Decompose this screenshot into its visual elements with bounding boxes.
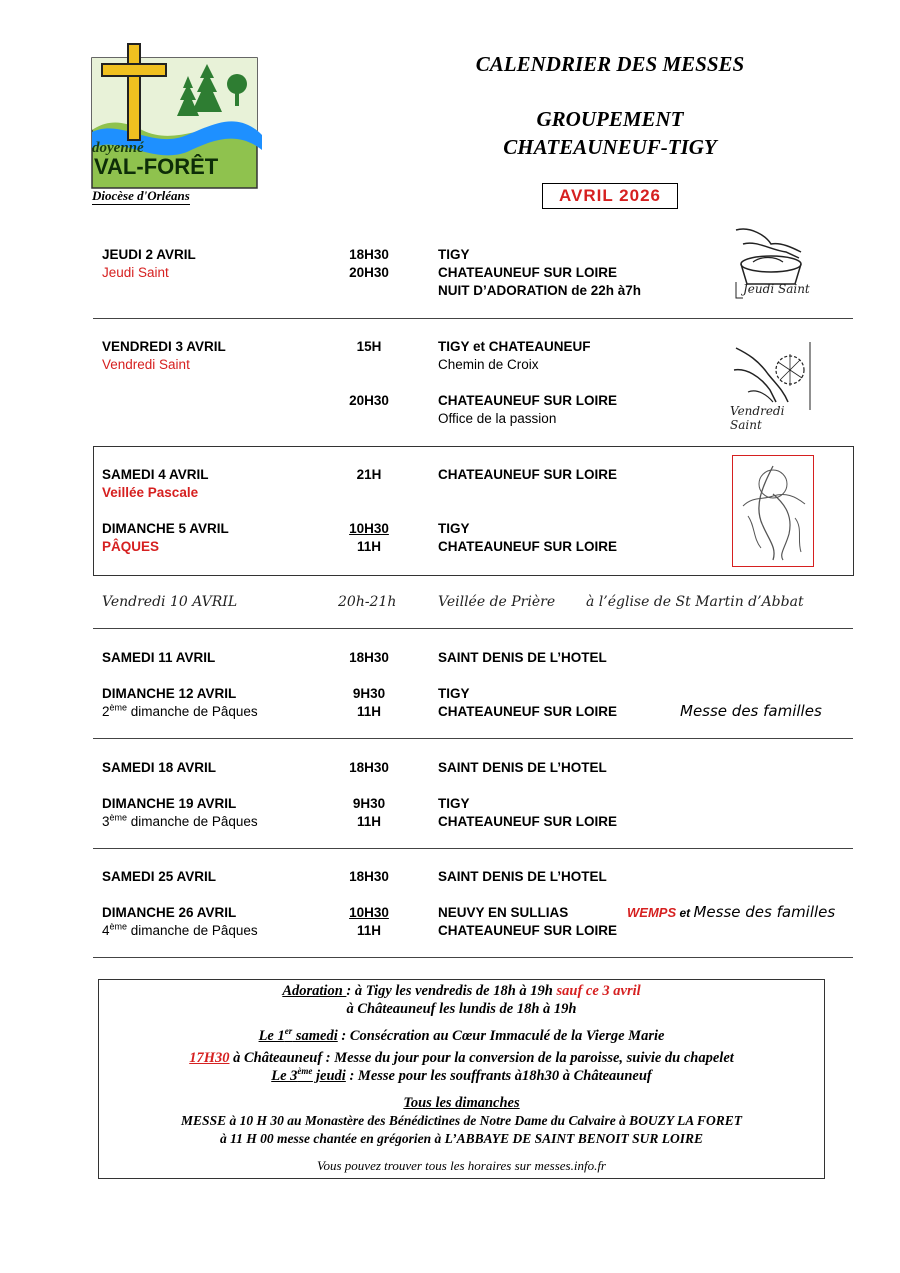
jeudi-saint-illustration: [731, 222, 811, 300]
third-thursday-label-text2: jeudi: [312, 1068, 346, 1084]
jeudi-feast: Jeudi Saint: [102, 265, 169, 280]
samedi4-date: SAMEDI 4 AVRIL: [102, 467, 209, 482]
third-thursday-label-text: Le 3: [271, 1068, 298, 1084]
logo-graphic: [82, 40, 272, 210]
logo-line1: doyenné: [92, 140, 144, 156]
sundays-line1: MESSE à 10 H 30 au Monastère des Bénédictines de Notre Dame du Calvaire à BOUZY LA FORET: [181, 1113, 742, 1128]
samedi11-place: SAINT DENIS DE L’HOTEL: [438, 650, 607, 665]
dimanche19-sub-text: dimanche de Pâques: [127, 814, 258, 829]
samedi11-time: 18H30: [349, 650, 389, 665]
jeudi-note: NUIT D’ADORATION de 22h à7h: [438, 283, 642, 298]
divider-3: [93, 738, 853, 739]
divider-1: [93, 318, 853, 319]
dimanche5-place2: CHATEAUNEUF SUR LOIRE: [438, 539, 618, 554]
vendredi10-location: à l’église de St Martin d’Abbat: [586, 594, 804, 610]
dimanche12-date: DIMANCHE 12 AVRIL: [102, 686, 237, 701]
dimanche26-place2: CHATEAUNEUF SUR LOIRE: [438, 923, 618, 938]
vendredi10-date: Vendredi 10 AVRIL: [102, 594, 238, 610]
logo-line2: VAL-FORÊT: [94, 154, 219, 179]
dimanche12-place1: TIGY: [438, 686, 470, 701]
vendredi-place1: TIGY et CHATEAUNEUF: [438, 339, 591, 354]
vendredi-time2: 20H30: [349, 393, 389, 408]
dimanche12-time1: 9H30: [352, 686, 386, 701]
vendredi10-time: 20h-21h: [338, 594, 397, 610]
first-saturday-label: [259, 1028, 338, 1044]
samedi25-time: 18H30: [349, 869, 389, 884]
samedi18-place: SAINT DENIS DE L’HOTEL: [438, 760, 607, 775]
jeudi-saint-caption: Jeudi Saint: [743, 282, 810, 296]
dimanche19-date: DIMANCHE 19 AVRIL: [102, 796, 237, 811]
samedi4-feast: Veillée Pascale: [102, 485, 199, 500]
dimanche19-place2: CHATEAUNEUF SUR LOIRE: [438, 814, 618, 829]
divider-2: [93, 628, 853, 629]
first-saturday-label-text2: samedi: [292, 1028, 338, 1044]
dimanche5-time2: 11H: [356, 539, 382, 554]
dimanche5-place1: TIGY: [438, 521, 470, 536]
dimanche12-sub: [102, 703, 258, 721]
wemps-label: WEMPS: [627, 905, 677, 920]
vendredi-place2: CHATEAUNEUF SUR LOIRE: [438, 393, 618, 408]
website-note: Vous pouvez trouver tous les horaires sur messes.info.fr: [316, 1158, 606, 1173]
sundays-title: Tous les dimanches: [403, 1095, 520, 1111]
dimanche26-ordinal-sup: ème: [109, 921, 128, 932]
dimanche26-place1: NEUVY EN SULLIAS: [438, 905, 569, 920]
jeudi-time2: 20H30: [349, 265, 389, 280]
first-saturday-line: [99, 1027, 824, 1045]
adoration-text: : à Tigy les vendredis de 18h à 19h: [346, 983, 557, 999]
dimanche19-place1: TIGY: [438, 796, 470, 811]
group-name-line2: CHATEAUNEUF-TIGY: [503, 135, 717, 159]
dimanche5-feast: PÂQUES: [102, 539, 160, 554]
dimanche19-ordinal-sup: ème: [109, 812, 128, 823]
samedi25-place: SAINT DENIS DE L’HOTEL: [438, 869, 607, 884]
vendredi-time1: 15H: [356, 339, 382, 354]
dimanche5-date: DIMANCHE 5 AVRIL: [102, 521, 229, 536]
third-thursday-text: : Messe pour les souffrants à18h30 à Châteauneuf: [345, 1068, 652, 1084]
dimanche12-ordinal-sup: ème: [109, 702, 128, 713]
logo-line3: Diocèse d'Orléans: [92, 188, 190, 203]
jeudi-date: JEUDI 2 AVRIL: [102, 247, 196, 262]
dimanche19-ordinal: 3: [102, 814, 110, 829]
samedi11-date: SAMEDI 11 AVRIL: [102, 650, 216, 665]
month-badge: AVRIL 2026: [542, 183, 678, 209]
dimanche12-place2: CHATEAUNEUF SUR LOIRE: [438, 704, 618, 719]
time-17h30: 17H30: [189, 1050, 230, 1066]
vendredi10-event: Veillée de Prière: [438, 594, 556, 610]
vendredi-date: VENDREDI 3 AVRIL: [102, 339, 226, 354]
page-title: CALENDRIER DES MESSES: [475, 52, 745, 76]
diocese-logo: [82, 40, 272, 210]
dimanche26-time2: 11H: [356, 923, 382, 938]
dimanche12-ordinal: 2: [102, 704, 110, 719]
samedi18-time: 18H30: [349, 760, 389, 775]
dimanche12-sub-text: dimanche de Pâques: [127, 704, 258, 719]
dimanche26-note: [627, 903, 835, 922]
dimanche19-time1: 9H30: [352, 796, 386, 811]
jeudi-place2: CHATEAUNEUF SUR LOIRE: [438, 265, 618, 280]
jeudi-place1: TIGY: [438, 247, 470, 262]
resurrection-illustration: [732, 455, 814, 567]
dimanche26-time1: 10H30: [349, 905, 389, 920]
adoration-line1: [99, 982, 824, 1000]
divider-4: [93, 848, 853, 849]
conversion-line: [99, 1049, 824, 1067]
samedi18-date: SAMEDI 18 AVRIL: [102, 760, 217, 775]
wemps-et: et: [676, 906, 694, 920]
dimanche26-date: DIMANCHE 26 AVRIL: [102, 905, 237, 920]
vendredi-desc2: Office de la passion: [438, 411, 557, 426]
conversion-text: à Châteauneuf : Messe du jour pour la conversion de la paroisse, suivie du chapelet: [229, 1050, 734, 1066]
first-saturday-label-text: Le 1: [258, 1028, 285, 1044]
group-name-line1: GROUPEMENT: [536, 107, 684, 131]
third-thursday-line: [99, 1067, 824, 1085]
divider-5: [93, 957, 853, 958]
samedi25-date: SAMEDI 25 AVRIL: [102, 869, 217, 884]
dimanche26-ordinal: 4: [102, 923, 110, 938]
dimanche26-sub-text: dimanche de Pâques: [127, 923, 258, 938]
sundays-line2: à 11 H 00 messe chantée en grégorien à L’ABBAYE DE SAINT BENOIT SUR LOIRE: [219, 1131, 704, 1146]
dimanche19-time2: 11H: [356, 814, 382, 829]
first-saturday-sup: er: [284, 1026, 293, 1037]
dimanche26-note-text: Messe des familles: [693, 903, 836, 921]
adoration-exception: sauf ce 3 avril: [556, 983, 641, 999]
vendredi-saint-illustration: [728, 340, 818, 432]
jeudi-time1: 18H30: [349, 247, 389, 262]
third-thursday-label: [271, 1068, 346, 1084]
vendredi-feast: Vendredi Saint: [102, 357, 190, 372]
third-thursday-sup: ème: [297, 1066, 313, 1077]
vendredi-saint-caption: Vendredi Saint: [730, 404, 785, 432]
adoration-line2: à Châteauneuf les lundis de 18h à 19h: [346, 1001, 577, 1017]
dimanche12-time2: 11H: [356, 704, 382, 719]
adoration-label: Adoration: [282, 983, 347, 999]
dimanche26-sub: [102, 922, 258, 940]
dimanche19-sub: [102, 813, 258, 831]
first-saturday-text: : Consécration au Cœur Immaculé de la Vierge Marie: [337, 1028, 665, 1044]
dimanche12-note: Messe des familles: [680, 702, 822, 720]
vendredi-desc1: Chemin de Croix: [438, 357, 539, 372]
dimanche5-time1: 10H30: [349, 521, 389, 536]
samedi4-time: 21H: [356, 467, 382, 482]
samedi4-place: CHATEAUNEUF SUR LOIRE: [438, 467, 618, 482]
